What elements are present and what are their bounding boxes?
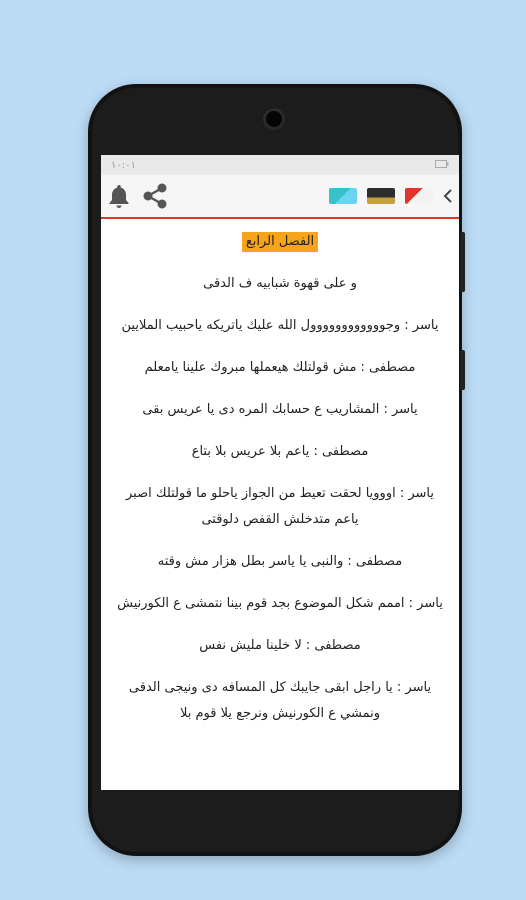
story-paragraph: مصطفى : والنبى يا ياسر بطل هزار مش وقته xyxy=(157,554,403,569)
volume-button xyxy=(460,232,465,292)
chevron-left-icon[interactable] xyxy=(443,188,453,204)
story-paragraph: مصطفى : مش قولتلك هيعملها مبروك علينا يامعلم xyxy=(144,360,416,375)
story-paragraph: و على قهوة شبابيه ف الدقى xyxy=(203,276,357,291)
app-thumbnail-icon[interactable] xyxy=(405,188,433,204)
story-content xyxy=(101,219,459,727)
story-paragraph: ياسر : المشاريب ع حسابك المره دى يا عريس بقى xyxy=(142,402,418,417)
story-paragraph: ياسر : يا راجل ابقى جايبك كل المسافه دى ونيجى الدقى ونمشي ع الكورنيش ونرجع يلا قوم بلا xyxy=(128,680,432,721)
story-paragraph: ياسر : اممم شكل الموضوع بجد قوم بينا نتمشى ع الكورنيش xyxy=(117,596,443,611)
battery-icon xyxy=(435,160,449,171)
bell-icon[interactable] xyxy=(107,183,131,209)
chapter-title: الفصل الرابع xyxy=(242,232,318,252)
story-paragraph: ياسر : وجوووووووووووول الله عليك ياتريكه ياحبيب الملايين xyxy=(121,318,439,333)
share-icon[interactable] xyxy=(141,183,169,209)
status-time: ١٠:٠١ xyxy=(111,159,136,171)
story-paragraph: مصطفى : لا خلينا مليش نفس xyxy=(199,638,361,653)
status-bar xyxy=(101,155,459,175)
story-paragraph: ياسر : اووويا لحقت تعيط من الجواز ياحلو ما قولتلك اصبر ياعم متدخلش القفص دلوقتى xyxy=(125,486,435,527)
camera-icon xyxy=(266,111,282,127)
app-thumbnail-icon[interactable] xyxy=(329,188,357,204)
story-paragraph: مصطفى : ياعم بلا عريس بلا بتاع xyxy=(191,444,369,459)
power-button xyxy=(460,350,465,390)
app-toolbar xyxy=(101,175,459,219)
app-thumbnail-icon[interactable] xyxy=(367,188,395,204)
app-screen xyxy=(101,155,459,790)
